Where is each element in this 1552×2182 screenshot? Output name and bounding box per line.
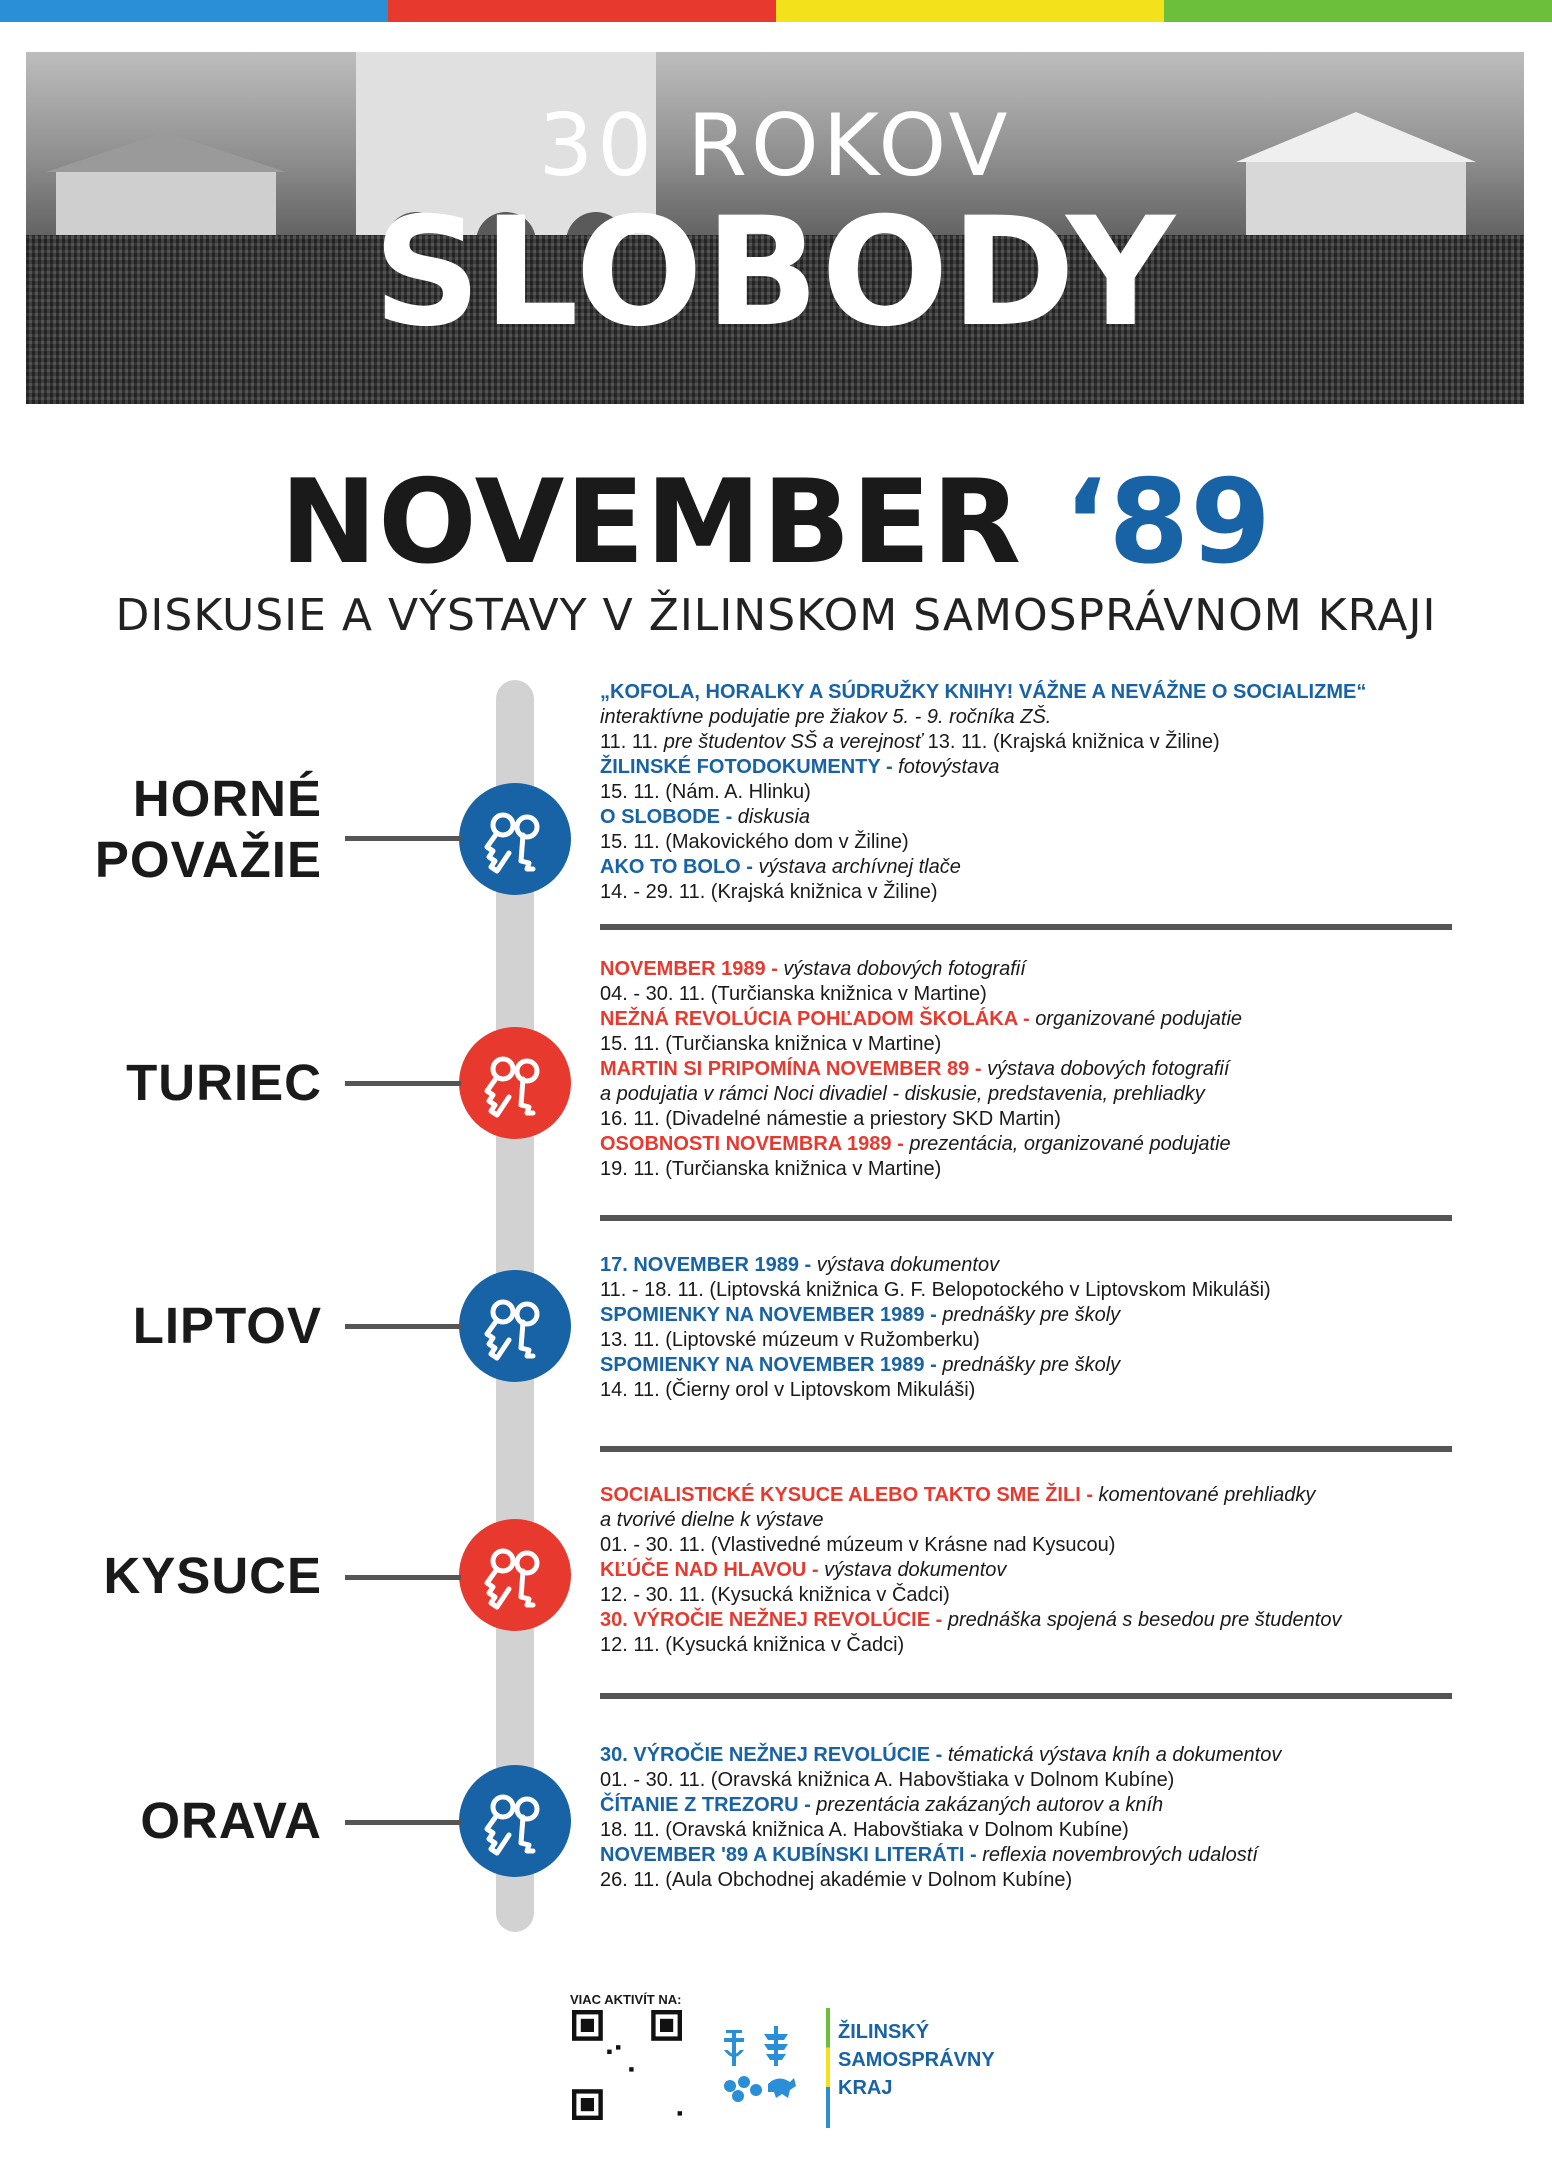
region-separator xyxy=(600,1215,1452,1221)
region-name xyxy=(95,768,322,890)
event-description: komentované prehliadky xyxy=(1098,1484,1316,1506)
event-line xyxy=(600,1007,1480,1032)
event-line xyxy=(600,1328,1480,1353)
event-title: KĽÚČE NAD HLAVOU xyxy=(600,1559,807,1581)
event-title: O SLOBODE xyxy=(600,806,721,828)
event-description: prednášky pre školy xyxy=(942,1304,1121,1326)
event-date-location: 15. 11. (Makovického dom v Žiline) xyxy=(600,831,909,853)
region-connector xyxy=(345,1324,461,1329)
page-title xyxy=(0,455,1552,590)
region-name xyxy=(103,1545,322,1606)
region-icon-circle xyxy=(459,1519,571,1631)
region-name-line: LIPTOV xyxy=(132,1297,322,1354)
event-date-location: 04. - 30. 11. (Turčianska knižnica v Martine) xyxy=(600,983,987,1005)
event-dash: - xyxy=(930,1609,948,1631)
event-line xyxy=(600,1608,1480,1633)
event-title: OSOBNOSTI NOVEMBRA 1989 xyxy=(600,1133,892,1155)
event-line xyxy=(600,1843,1480,1868)
event-dash: - xyxy=(765,958,784,980)
event-line xyxy=(600,680,1480,705)
event-dash: - xyxy=(964,1844,983,1866)
more-activities-label: VIAC AKTIVÍT NA: xyxy=(570,1992,682,2007)
event-date-location: 01. - 30. 11. (Vlastivedné múzeum v Krásne nad Kysucou) xyxy=(600,1534,1116,1556)
event-title: ČÍTANIE Z TREZORU xyxy=(600,1794,799,1816)
event-dash: - xyxy=(924,1354,943,1376)
banner-line-1: 30 ROKOV xyxy=(538,96,1012,196)
event-line xyxy=(600,805,1480,830)
event-line xyxy=(600,1633,1480,1658)
event-description: prezentácia zakázaných autorov a kníh xyxy=(816,1794,1164,1816)
event-line xyxy=(600,755,1480,780)
event-description: reflexia novembrových udalostí xyxy=(982,1844,1258,1866)
event-line xyxy=(600,1793,1480,1818)
page-subtitle: DISKUSIE A VÝSTAVY V ŽILINSKOM SAMOSPRÁVNOM KRAJI xyxy=(115,590,1437,641)
event-line xyxy=(600,705,1480,730)
keys-icon xyxy=(475,1781,555,1861)
region-events-1 xyxy=(600,957,1480,1182)
event-date-location: 13. 11. (Liptovské múzeum v Ružomberku) xyxy=(600,1329,980,1351)
event-title: AKO TO BOLO xyxy=(600,856,741,878)
region-icon-circle xyxy=(459,1270,571,1382)
event-line xyxy=(600,1558,1480,1583)
event-title: SPOMIENKY NA NOVEMBER 1989 xyxy=(600,1304,925,1326)
region-name xyxy=(140,1790,322,1851)
event-description: prezentácia, organizované podujatie xyxy=(909,1133,1231,1155)
event-date-location: 13. 11. (Krajská knižnica v Žiline) xyxy=(922,731,1220,753)
region-name xyxy=(133,1295,322,1356)
region-connector xyxy=(345,836,461,841)
logo-text xyxy=(838,2018,995,2102)
region-events-0 xyxy=(600,680,1480,905)
event-description: prednáška spojená s besedou pre študentov xyxy=(947,1609,1342,1631)
event-description: výstava dokumentov xyxy=(816,1254,1000,1276)
region-name-line: ORAVA xyxy=(140,1792,322,1849)
color-bar-red xyxy=(388,0,776,22)
region-separator xyxy=(600,1446,1452,1452)
event-description: a tvorivé dielne k výstave xyxy=(600,1509,824,1531)
event-line xyxy=(600,982,1480,1007)
region-name-line: HORNÉ xyxy=(132,770,322,827)
event-line xyxy=(600,1768,1480,1793)
event-dash: - xyxy=(806,1559,825,1581)
event-dash: - xyxy=(969,1058,988,1080)
banner-line-2: SLOBODY xyxy=(373,186,1177,360)
event-line xyxy=(600,1132,1480,1157)
hero-banner-photo xyxy=(26,52,1524,404)
event-dash: - xyxy=(740,856,759,878)
event-line xyxy=(600,1057,1480,1082)
event-line xyxy=(600,880,1480,905)
event-line xyxy=(600,1868,1480,1893)
region-events-3 xyxy=(600,1483,1480,1658)
color-bar-green xyxy=(1164,0,1552,22)
event-dash: - xyxy=(880,756,899,778)
event-dash: - xyxy=(720,806,738,828)
event-line xyxy=(600,1032,1480,1057)
event-dash: - xyxy=(1017,1008,1036,1030)
event-line xyxy=(600,1353,1480,1378)
event-date-location: 12. - 30. 11. (Kysucká knižnica v Čadci) xyxy=(600,1584,950,1606)
event-line xyxy=(600,1253,1480,1278)
event-line xyxy=(600,1483,1480,1508)
event-dash: - xyxy=(798,1794,817,1816)
event-description: tématická výstava kníh a dokumentov xyxy=(947,1744,1282,1766)
event-title: 17. NOVEMBER 1989 xyxy=(600,1254,799,1276)
keys-icon xyxy=(475,1043,555,1123)
event-date-location: 14. 11. (Čierny orol v Liptovskom Mikuláši) xyxy=(600,1379,976,1401)
region-icon-circle xyxy=(459,783,571,895)
keys-icon xyxy=(475,1286,555,1366)
event-line xyxy=(600,1107,1480,1132)
event-description: fotovýstava xyxy=(898,756,1000,778)
region-icon-circle xyxy=(459,1027,571,1139)
event-line xyxy=(600,1508,1480,1533)
title-year: ‘89 xyxy=(1063,455,1272,590)
event-date-location: 11. 11. xyxy=(600,731,664,753)
event-dash: - xyxy=(891,1133,910,1155)
event-description: interaktívne podujatie pre žiakov 5. - 9. ročníka ZŠ. xyxy=(600,706,1052,728)
event-line xyxy=(600,1533,1480,1558)
event-title: SPOMIENKY NA NOVEMBER 1989 xyxy=(600,1354,925,1376)
logo-line-3: KRAJ xyxy=(838,2077,893,2099)
event-line xyxy=(600,730,1480,755)
event-description: a podujatia v rámci Noci divadiel - diskusie, predstavenia, prehliadky xyxy=(600,1083,1205,1105)
logo-line-2: SAMOSPRÁVNY xyxy=(838,2049,995,2071)
event-line xyxy=(600,1157,1480,1182)
event-date-location: 11. - 18. 11. (Liptovská knižnica G. F. Belopotockého v Liptovskom Mikuláši) xyxy=(600,1279,1271,1301)
event-date-location: 01. - 30. 11. (Oravská knižnica A. Habovštiaka v Dolnom Kubíne) xyxy=(600,1769,1175,1791)
event-line xyxy=(600,1303,1480,1328)
region-icon-circle xyxy=(459,1765,571,1877)
region-connector xyxy=(345,1575,461,1580)
event-line xyxy=(600,1082,1480,1107)
region-separator xyxy=(600,924,1452,930)
event-line xyxy=(600,1378,1480,1403)
event-title: „KOFOLA, HORALKY A SÚDRUŽKY KNIHY! VÁŽNE A NEVÁŽNE O SOCIALIZME“ xyxy=(600,681,1367,703)
top-color-bar xyxy=(0,0,1552,22)
event-date-location: 26. 11. (Aula Obchodnej akadémie v Dolnom Kubíne) xyxy=(600,1869,1073,1891)
event-line xyxy=(600,855,1480,880)
event-description: prednášky pre školy xyxy=(942,1354,1121,1376)
logo-color-bar xyxy=(826,2008,830,2128)
keys-icon xyxy=(475,1535,555,1615)
event-date-location: 18. 11. (Oravská knižnica A. Habovštiaka v Dolnom Kubíne) xyxy=(600,1819,1129,1841)
region-name xyxy=(126,1052,322,1113)
event-line xyxy=(600,1743,1480,1768)
event-title: ŽILINSKÉ FOTODOKUMENTY xyxy=(600,756,881,778)
event-date-location: 16. 11. (Divadelné námestie a priestory SKD Martin) xyxy=(600,1108,1061,1130)
region-name-line: POVAŽIE xyxy=(94,831,322,888)
event-date-location: 14. - 29. 11. (Krajská knižnica v Žiline) xyxy=(600,881,938,903)
event-dash: - xyxy=(1080,1484,1099,1506)
event-date-location: 15. 11. (Nám. A. Hlinku) xyxy=(600,781,811,803)
event-line xyxy=(600,1818,1480,1843)
event-title: 30. VÝROČIE NEŽNEJ REVOLÚCIE xyxy=(600,1609,931,1631)
region-events-2 xyxy=(600,1253,1480,1403)
event-description: výstava archívnej tlače xyxy=(758,856,961,878)
event-dash: - xyxy=(924,1304,943,1326)
region-separator xyxy=(600,1693,1452,1699)
keys-icon xyxy=(475,799,555,879)
logo-line-1: ŽILINSKÝ xyxy=(838,2021,930,2043)
title-word: NOVEMBER xyxy=(280,455,1064,590)
event-dash: - xyxy=(798,1254,817,1276)
event-line xyxy=(600,1278,1480,1303)
region-events-4 xyxy=(600,1743,1480,1893)
region-connector xyxy=(345,1081,461,1086)
event-line xyxy=(600,830,1480,855)
event-title: NEŽNÁ REVOLÚCIA POHĽADOM ŠKOLÁKA xyxy=(600,1008,1018,1030)
event-description: výstava dokumentov xyxy=(824,1559,1007,1581)
event-description: výstava dobových fotografií xyxy=(783,958,1026,980)
color-bar-blue xyxy=(0,0,388,22)
event-description: organizované podujatie xyxy=(1035,1008,1243,1030)
event-date-location: 12. 11. (Kysucká knižnica v Čadci) xyxy=(600,1634,905,1656)
zsk-coat-of-arms-icon xyxy=(720,2020,830,2120)
event-audience: pre študentov SŠ a verejnosť xyxy=(663,731,923,753)
event-title: SOCIALISTICKÉ KYSUCE ALEBO TAKTO SME ŽILI xyxy=(600,1484,1081,1506)
event-description: výstava dobových fotografií xyxy=(987,1058,1230,1080)
event-date-location: 15. 11. (Turčianska knižnica v Martine) xyxy=(600,1033,942,1055)
event-title: MARTIN SI PRIPOMÍNA NOVEMBER 89 xyxy=(600,1058,970,1080)
event-title: NOVEMBER '89 A KUBÍNSKI LITERÁTI xyxy=(600,1844,965,1866)
qr-code-icon[interactable] xyxy=(572,2010,682,2120)
event-dash: - xyxy=(930,1744,948,1766)
event-date-location: 19. 11. (Turčianska knižnica v Martine) xyxy=(600,1158,942,1180)
event-title: NOVEMBER 1989 xyxy=(600,958,766,980)
region-name-line: KYSUCE xyxy=(103,1547,322,1604)
region-connector xyxy=(345,1820,461,1825)
color-bar-yellow xyxy=(776,0,1164,22)
event-line xyxy=(600,780,1480,805)
event-line xyxy=(600,957,1480,982)
event-title: 30. VÝROČIE NEŽNEJ REVOLÚCIE xyxy=(600,1744,931,1766)
event-description: diskusia xyxy=(737,806,811,828)
region-name-line: TURIEC xyxy=(126,1054,322,1111)
event-line xyxy=(600,1583,1480,1608)
